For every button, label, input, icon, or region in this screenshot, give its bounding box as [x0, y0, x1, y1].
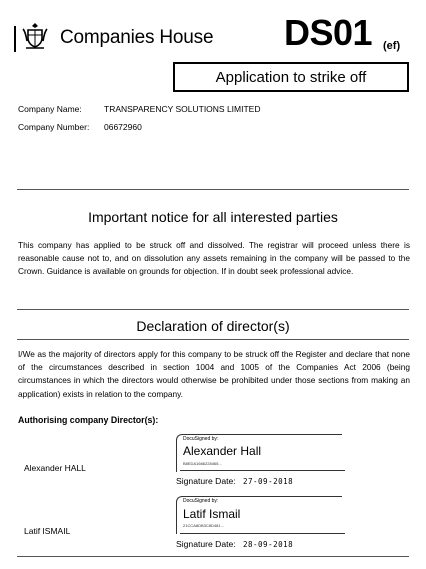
section-divider [17, 189, 409, 190]
signature-date-label: Signature Date: [176, 539, 236, 549]
form-suffix: (ef) [383, 40, 401, 52]
signature-line [180, 533, 345, 534]
form-code: DS01 [284, 12, 373, 53]
notice-body: This company has applied to be struck off and dissolved. The registrar will proceed unless there is reasonable cause not to, and on dissolution any assets remaining in the company will be passed to the Crown. Guidance is available on grounds for objection. If in doubt seek professional advice. [18, 240, 410, 277]
director-name: Alexander HALL [24, 463, 86, 473]
section-divider [17, 556, 409, 557]
declaration-heading: Declaration of director(s) [136, 318, 290, 334]
company-number-label: Company Number: [18, 122, 90, 132]
signature-date-value: 27-09-2018 [243, 477, 294, 486]
header-divider [14, 26, 16, 52]
envelope-id: 21CCA8DB3C8D481... [183, 523, 224, 528]
signature-date-label: Signature Date: [176, 476, 236, 486]
envelope-id: B8EDA1666228465... [183, 461, 222, 466]
company-number-value: 06672960 [104, 122, 142, 132]
declaration-body: I/We as the majority of directors apply for this company to be struck off the Register and declare that none of the circumstances described in section 1004 and 1005 of the Companies Act 2006 (being circumstances in which the directors would otherwise be prohibited under those sections from making an application) exists in relation to the company. [18, 349, 410, 399]
form-title: Application to strike off [215, 68, 367, 86]
notice-heading: Important notice for all interested parties [88, 209, 338, 225]
section-divider [17, 309, 409, 310]
director-name: Latif ISMAIL [24, 526, 71, 536]
signature-line [180, 470, 345, 471]
signature: Latif Ismail [183, 507, 241, 521]
docusigned-label: DocuSigned by: [183, 498, 219, 504]
signature-date-value: 28-09-2018 [243, 540, 294, 549]
form-title-box [173, 62, 409, 92]
section-divider [17, 339, 409, 340]
company-name-value: TRANSPARENCY SOLUTIONS LIMITED [104, 104, 261, 114]
docusigned-label: DocuSigned by: [183, 436, 219, 442]
royal-crest-icon [20, 21, 50, 51]
company-name-label: Company Name: [18, 104, 82, 114]
org-name: Companies House [60, 27, 214, 48]
authorising-label: Authorising company Director(s): [18, 415, 159, 425]
signature: Alexander Hall [183, 444, 262, 458]
